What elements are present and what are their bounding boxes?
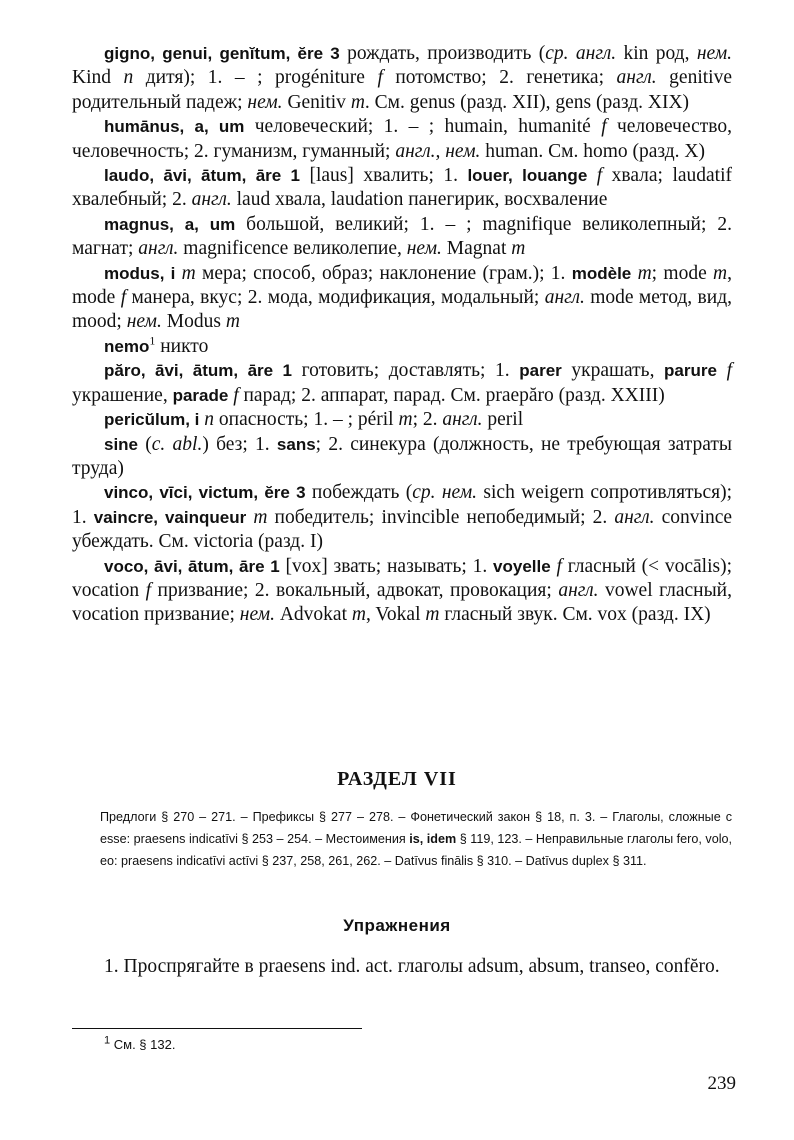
italic-text: m	[225, 311, 240, 333]
entry-headword: gigno, genui, genĭtum, ĕre 3	[104, 44, 340, 63]
entry-text: большой, великий; 1. – ; magnifique великолепный; 2. магнат;	[72, 213, 732, 260]
bold-term: sans	[276, 434, 316, 454]
entry-text: манера, вкус; 2. мода, модификация, модальный;	[126, 287, 545, 309]
entry-headword: pericŭlum, i	[104, 410, 200, 430]
page-number: 239	[707, 1073, 736, 1094]
entry-text: опасность; 1. – ; péril	[214, 409, 399, 431]
entry-text: [vox] звать; называть; 1.	[279, 555, 494, 577]
italic-text: с. abl.	[151, 433, 203, 455]
entry-text: украшать,	[561, 360, 665, 382]
entry-text: ; 2. синекура (должность, не требующая затраты труда)	[72, 433, 732, 479]
dictionary-entry	[72, 213, 732, 262]
italic-text: нем.	[239, 604, 275, 626]
entry-headword: sine	[104, 434, 139, 454]
entry-text: kin род,	[616, 43, 697, 64]
dictionary-entry	[72, 433, 732, 482]
entry-text: laud хвала, laudation панегирик, восхваление	[231, 189, 608, 211]
dictionary-entry	[72, 262, 732, 335]
italic-text: m	[398, 409, 413, 431]
section-title: РАЗДЕЛ VII	[337, 768, 457, 790]
entry-text: Advokat	[274, 604, 352, 626]
grammar-references	[100, 806, 732, 872]
dictionary-entry	[72, 481, 732, 554]
entry-text	[587, 165, 596, 186]
italic-text: ср. англ.	[545, 43, 617, 64]
entry-text: побеждать (	[305, 482, 413, 504]
italic-text: нем.	[126, 311, 162, 333]
entry-text: потомство; 2. генетика;	[382, 67, 617, 89]
italic-text: англ.	[544, 287, 585, 309]
italic-text: нем.	[696, 43, 733, 64]
entry-text: ) без; 1.	[202, 433, 277, 455]
italic-text: f	[556, 555, 562, 577]
italic-text: m	[511, 238, 526, 260]
entry-headword: voco, āvi, ātum, āre 1	[104, 556, 280, 576]
entry-text: [laus] хвалить; 1.	[300, 165, 468, 187]
entry-text: мера; способ, образ; наклонение (грам.); 1.	[195, 262, 572, 284]
italic-text: англ.	[442, 409, 483, 431]
entry-text: парад; 2. аппарат, парад. См. praepăro (разд. XXIII)	[238, 384, 665, 406]
dictionary-entry	[72, 335, 732, 359]
entry-text: peril	[482, 409, 524, 431]
footnote-divider	[72, 1028, 362, 1029]
italic-text: англ.	[138, 238, 179, 260]
entry-text: ; 2.	[412, 409, 443, 431]
bold-term: parure	[664, 361, 717, 381]
italic-text: англ.	[558, 579, 599, 601]
entry-text: призвание; 2. вокальный, адвокат, провокация;	[151, 579, 559, 601]
italic-text: англ.	[614, 506, 655, 528]
italic-text: n	[204, 409, 215, 431]
italic-text: f	[233, 384, 239, 406]
grammar-text: § 119, 123. – Неправильные глаголы fero, volo, eo: praesens indicatīvi actīvi § 237, 258, 261, 262. – Datīvus finālis § 310. – Datīvus duplex § 311.	[100, 832, 732, 868]
entry-headword: modus, i	[104, 263, 176, 283]
bold-term: vaincre, vainqueur	[93, 507, 247, 527]
entry-text: никто	[155, 335, 209, 357]
footnote	[104, 1034, 176, 1052]
bold-term: is, idem	[409, 832, 457, 846]
entry-text: genitive родительный падеж;	[72, 67, 732, 113]
entry-text	[717, 360, 727, 381]
italic-text: m	[351, 604, 366, 626]
entry-text: готовить; доставлять; 1.	[292, 360, 520, 382]
italic-text: f	[726, 360, 732, 382]
bold-term: modèle	[571, 263, 632, 283]
vocabulary-entries	[72, 42, 732, 628]
bold-term: louer, louange	[467, 166, 588, 186]
entry-text: magnificence великолепие,	[178, 238, 407, 260]
italic-text: англ., нем.	[395, 140, 481, 162]
italic-text: m	[637, 262, 652, 284]
entry-headword: păro, āvi, ātum, āre 1	[104, 361, 293, 381]
entry-headword: humānus, a, um	[104, 117, 245, 137]
italic-text: f	[596, 165, 603, 187]
entry-text: , mode	[72, 262, 732, 309]
entry-headword: nemo	[104, 336, 150, 356]
entry-text: (	[138, 433, 152, 455]
entry-text: украшение,	[72, 384, 173, 406]
italic-text: m	[350, 91, 365, 113]
grammar-text: Предлоги § 270 – 271. – Префиксы § 277 – 278. – Фонетический закон § 18, п. 3. – Глаголы, сложные с esse: praesens indicatīvi § 253 – 254. – Местоимения	[100, 810, 732, 846]
entry-text: гласный (< vocālis); vocation	[72, 555, 733, 601]
entry-text: ; mode	[651, 262, 714, 284]
entry-headword: vinco, vīci, victum, ĕre 3	[104, 483, 306, 503]
exercise-item: 1. Проспрягайте в praesens ind. act. глаголы adsum, absum, transeo, confĕro.	[104, 956, 720, 977]
entry-text: , Vokal	[365, 604, 426, 626]
italic-text: f	[377, 67, 383, 89]
footnote-ref: 1	[149, 333, 156, 348]
italic-text: f	[120, 287, 127, 309]
entry-text: победитель; invincible непобедимый; 2.	[267, 506, 615, 528]
italic-text: англ.	[191, 189, 232, 211]
footnote-mark: 1	[104, 1034, 111, 1047]
entry-text: . См. genus (разд. XII), gens (разд. XIX)	[364, 91, 690, 113]
entry-text: human. См. homo (разд. X)	[480, 140, 706, 162]
italic-text: m	[253, 506, 268, 528]
entry-text: рождать, производить (	[339, 43, 546, 64]
italic-text: f	[601, 116, 607, 138]
italic-text: англ.	[616, 67, 657, 89]
footnote-text: См. § 132.	[110, 1037, 176, 1052]
italic-text: n	[123, 67, 134, 89]
dictionary-entry	[72, 408, 732, 432]
entry-text: vowel гласный, vocation призвание;	[72, 579, 732, 626]
dictionary-entry	[72, 115, 732, 164]
entry-text: sich weigern сопротивляться); 1.	[72, 482, 732, 528]
entry-text: Modus	[161, 311, 226, 333]
dictionary-entry	[72, 555, 732, 628]
entry-text: гласный звук. См. vox (разд. IX)	[439, 604, 711, 626]
dictionary-entry	[72, 42, 732, 115]
entry-text: Genitiv	[282, 91, 351, 113]
italic-text: f	[145, 579, 152, 601]
entry-text: человеческий; 1. – ; humain, humanité	[244, 116, 602, 138]
entry-text: Magnat	[441, 238, 512, 260]
bold-term: parade	[172, 385, 229, 405]
italic-text: нем.	[406, 238, 442, 260]
italic-text: нем.	[247, 91, 283, 113]
bold-term: parer	[519, 361, 562, 381]
entry-text: дитя); 1. – ; progéniture	[133, 67, 378, 89]
entry-text: человечество, человечность; 2. гуманизм, гуманный;	[72, 116, 732, 162]
italic-text: m	[713, 262, 728, 284]
entry-text: mode метод, вид, mood;	[72, 287, 733, 333]
entry-headword: magnus, a, um	[104, 214, 236, 234]
dictionary-entry	[72, 164, 732, 213]
dictionary-entry	[72, 359, 732, 408]
exercises-heading: Упражнения	[343, 916, 451, 935]
entry-text: Kind	[72, 67, 124, 89]
bold-term: voyelle	[493, 556, 551, 576]
entry-text: convince убеждать. См. victoria (разд. I)	[72, 506, 733, 553]
entry-headword: laudo, āvi, ātum, āre 1	[104, 166, 300, 186]
italic-text: m	[181, 262, 196, 284]
italic-text: ср. нем.	[412, 482, 478, 504]
entry-text: хвала; laudatif хвалебный; 2.	[72, 165, 732, 211]
italic-text: m	[425, 604, 440, 626]
